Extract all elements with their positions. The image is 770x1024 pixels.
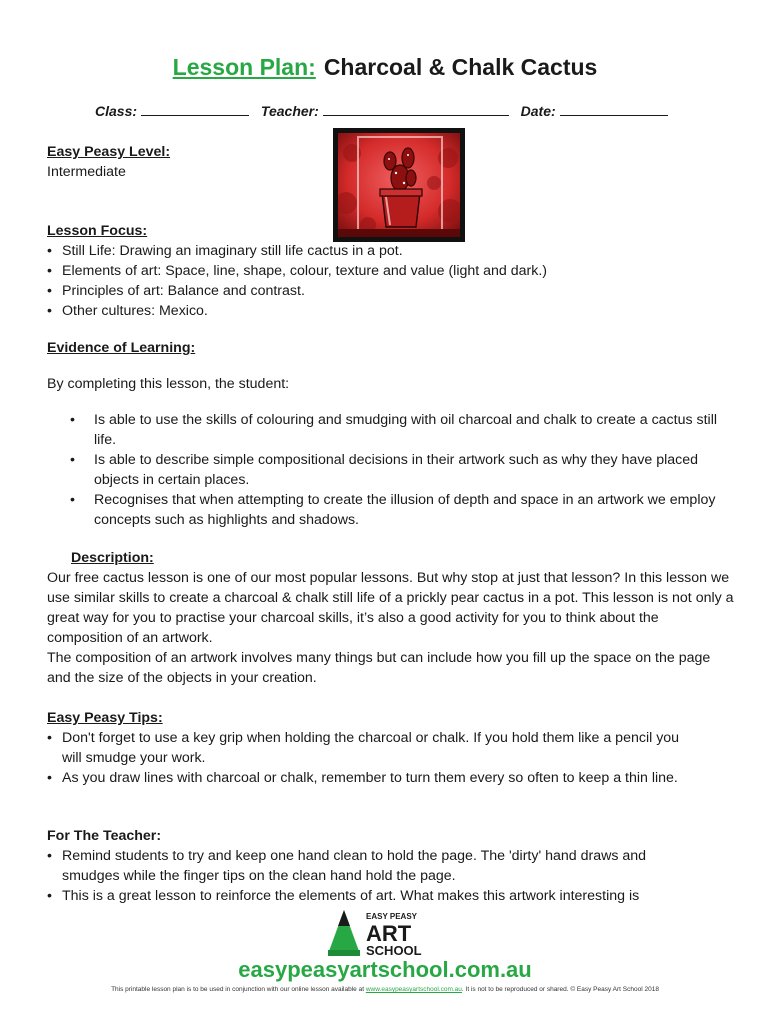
date-label: Date: [520, 103, 556, 119]
easy-peasy-art-school-logo [326, 910, 446, 960]
teacher-list [47, 846, 702, 906]
footer-post: . It is not to be reproduced or shared. © Easy Peasy Art School 2018 [461, 986, 659, 993]
description-heading: Description: [71, 550, 154, 566]
date-field[interactable] [560, 103, 668, 116]
list-item: • Other cultures: Mexico. [47, 301, 737, 321]
logo-line3: SCHOOL [366, 943, 422, 958]
page-title [0, 54, 770, 81]
lesson-meta-fields [95, 103, 695, 119]
focus-list [47, 241, 737, 321]
footer-link[interactable]: www.easypeasyartschool.com.au [365, 986, 462, 993]
logo-line2: ART [366, 921, 412, 946]
footer-pre: This printable lesson plan is to be used in conjunction with our online lesson available at [111, 986, 364, 993]
tips-section [47, 708, 737, 788]
list-item: • Don't forget to use a key grip when holding the charcoal or chalk. If you hold them like a pencil you will smudge your work. [47, 728, 697, 768]
evidence-heading: Evidence of Learning: [47, 340, 196, 356]
list-item: • Is able to use the skills of colouring and smudging with oil charcoal and chalk to create a cactus still life. [47, 410, 723, 450]
site-url[interactable]: easypeasyartschool.com.au [238, 957, 532, 982]
focus-section [47, 221, 737, 321]
tips-heading: Easy Peasy Tips: [47, 710, 163, 726]
description-paragraph-2: The composition of an artwork involves many things but can include how you fill up the space on the page and the size of the objects in your creation. [47, 650, 711, 686]
list-item: • Recognises that when attempting to create the illusion of depth and space in an artwork we employ concepts such as highlights and shadows. [47, 490, 723, 530]
teacher-heading: For The Teacher: [47, 828, 162, 844]
level-heading: Easy Peasy Level: [47, 144, 171, 160]
evidence-list [47, 410, 723, 530]
class-label: Class: [95, 103, 138, 119]
title-name: Charcoal & Chalk Cactus [323, 54, 598, 80]
pencil-logo-icon [326, 910, 446, 960]
description-section [47, 548, 737, 688]
list-item: • This is a great lesson to reinforce the elements of art. What makes this artwork interesting is [47, 886, 702, 906]
evidence-section [47, 338, 737, 530]
evidence-intro: By completing this lesson, the student: [47, 376, 290, 392]
footer-note [0, 986, 770, 993]
class-field[interactable] [141, 103, 249, 116]
list-item: • As you draw lines with charcoal or chalk, remember to turn them every so often to keep a thin line. [47, 768, 697, 788]
title-label: Lesson Plan: [172, 54, 316, 80]
teacher-section [47, 826, 737, 906]
level-section [47, 142, 737, 182]
teacher-label: Teacher: [260, 103, 319, 119]
teacher-field[interactable] [323, 103, 509, 116]
description-paragraph-1: Our free cactus lesson is one of our most popular lessons. But why stop at just that lesson? In this lesson we use similar skills to create a charcoal & chalk still life of a prickly pear cactus in a pot. This lesson is not only a great way for you to practise your charcoal skills, it’s also a good activity for you to think about the composition of an artwork. [47, 570, 734, 646]
list-item: • Is able to describe simple compositional decisions in their artwork such as why they have placed objects in certain places. [47, 450, 723, 490]
tips-list [47, 728, 697, 788]
list-item: • Principles of art: Balance and contrast. [47, 281, 737, 301]
list-item: • Still Life: Drawing an imaginary still life cactus in a pot. [47, 241, 737, 261]
list-item: • Elements of art: Space, line, shape, colour, texture and value (light and dark.) [47, 261, 737, 281]
logo-line1: EASY PEASY [366, 912, 417, 921]
level-value: Intermediate [47, 164, 126, 180]
focus-heading: Lesson Focus: [47, 223, 148, 239]
list-item: • Remind students to try and keep one hand clean to hold the page. The 'dirty' hand draws and smudges while the finger tips on the clean hand hold the page. [47, 846, 702, 886]
